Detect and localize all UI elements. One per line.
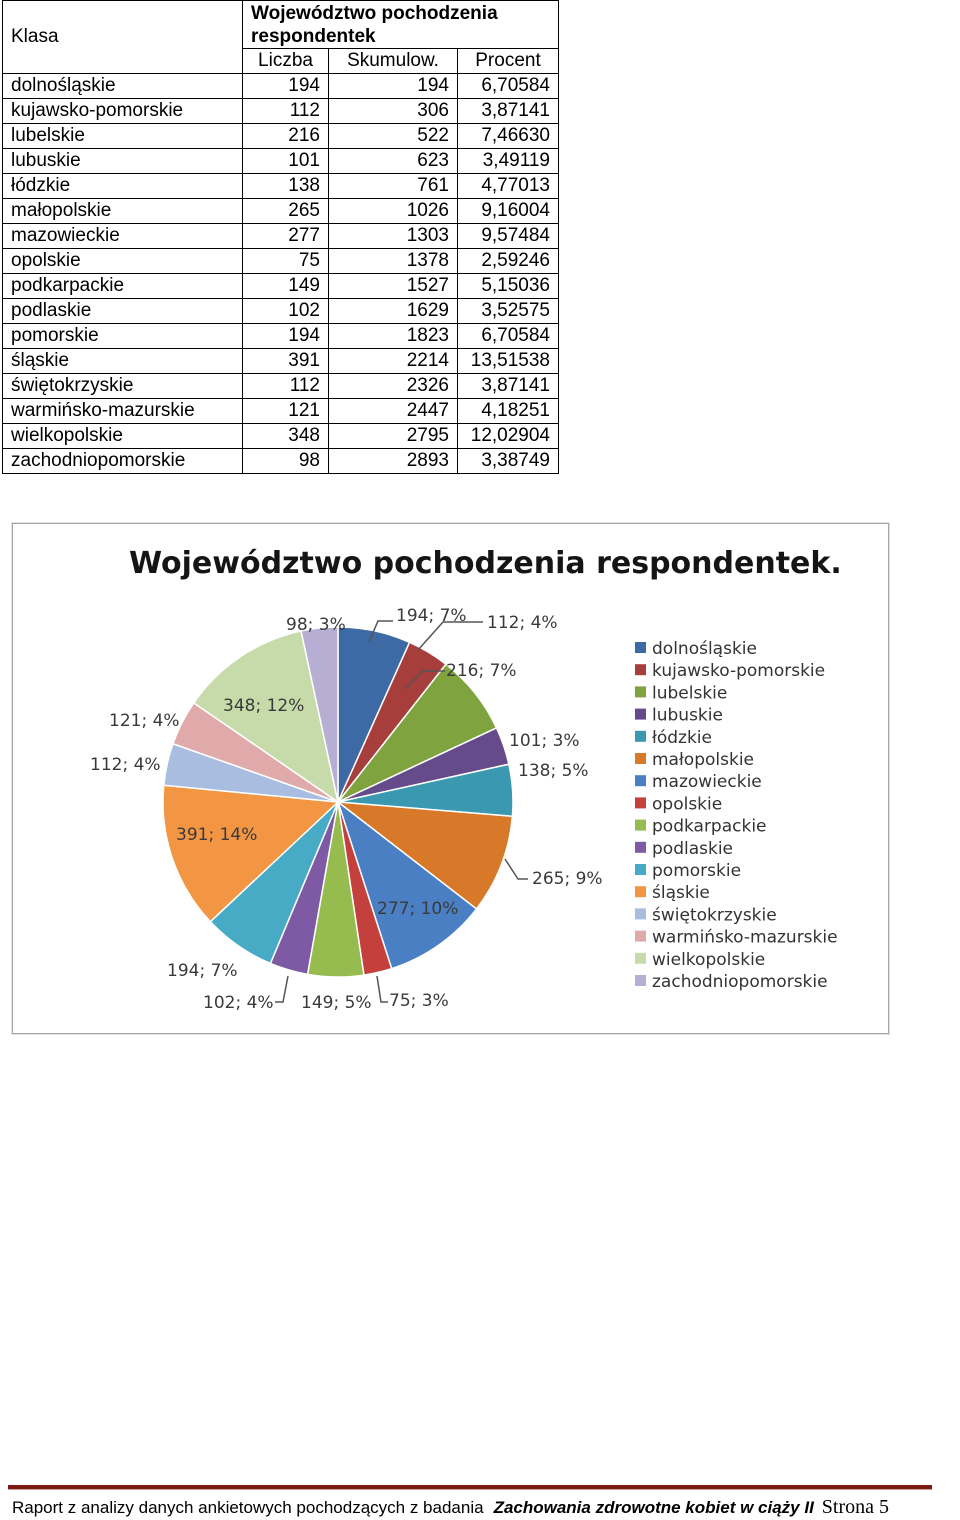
legend-label: świętokrzyskie [652,905,777,926]
cell-klasa: lubuskie [3,149,243,174]
cell-klasa: pomorskie [3,324,243,349]
pie-chart-svg [13,524,888,1033]
legend-swatch [635,953,646,964]
cell-liczba: 194 [243,324,329,349]
slice-data-label: 102; 4% [203,993,274,1013]
cell-procent: 2,59246 [458,249,559,274]
cell-skumulow: 1629 [329,299,458,324]
cell-liczba: 102 [243,299,329,324]
cell-skumulow: 1823 [329,324,458,349]
cell-klasa: śląskie [3,349,243,374]
cell-skumulow: 623 [329,149,458,174]
slice-data-label: 149; 5% [301,993,372,1013]
legend-label: wielkopolskie [652,949,766,970]
legend-label: podlaskie [652,838,734,859]
legend-label: podkarpackie [652,816,767,837]
legend-swatch [635,753,646,764]
cell-procent: 9,16004 [458,199,559,224]
slice-data-label: 391; 14% [176,825,258,845]
cell-skumulow: 2326 [329,374,458,399]
table-row [3,99,559,124]
slice-data-label: 112; 4% [487,613,558,633]
legend-label: mazowieckie [652,772,762,793]
legend-swatch [635,664,646,675]
footer-page-number: Strona 5 [821,1496,890,1518]
slice-data-label: 112; 4% [90,755,161,775]
cell-skumulow: 1026 [329,199,458,224]
slice-data-label: 194; 7% [167,961,238,981]
slice-data-label: 98; 3% [286,615,346,635]
table-row [3,74,559,99]
col-header-skumulow: Skumulow. [329,49,458,74]
cell-klasa: warmińsko-mazurskie [3,399,243,424]
cell-procent: 7,46630 [458,124,559,149]
legend-label: opolskie [652,794,723,815]
cell-procent: 13,51538 [458,349,559,374]
cell-procent: 12,02904 [458,424,559,449]
legend-swatch [635,642,646,653]
leader-line [505,859,528,879]
legend-swatch [635,731,646,742]
chart-title: Województwo pochodzenia respondentek. [129,546,842,581]
table-row [3,349,559,374]
cell-klasa: dolnośląskie [3,74,243,99]
slice-data-label: 277; 10% [377,899,459,919]
table-row [3,374,559,399]
cell-skumulow: 761 [329,174,458,199]
leader-line [377,976,388,1002]
legend-swatch [635,908,646,919]
cell-klasa: opolskie [3,249,243,274]
table-row [3,299,559,324]
cell-liczba: 265 [243,199,329,224]
slice-data-label: 75; 3% [389,991,449,1011]
table-row [3,399,559,424]
legend-swatch [635,820,646,831]
cell-procent: 3,49119 [458,149,559,174]
legend-label: lubuskie [652,705,723,726]
cell-skumulow: 2214 [329,349,458,374]
legend-swatch [635,775,646,786]
legend-label: zachodniopomorskie [652,972,828,992]
table-row [3,224,559,249]
legend-swatch [635,842,646,853]
legend-label: lubelskie [652,683,728,704]
leader-line [418,622,483,650]
table-row [3,174,559,199]
cell-skumulow: 2893 [329,449,458,474]
footer-report-text: Raport z analizy danych ankietowych pochodzących z badania [12,1498,484,1517]
cell-procent: 3,87141 [458,99,559,124]
cell-procent: 4,18251 [458,399,559,424]
table-row [3,124,559,149]
cell-liczba: 277 [243,224,329,249]
cell-procent: 5,15036 [458,274,559,299]
table-row [3,324,559,349]
klasa-header: Klasa [3,1,243,74]
cell-klasa: mazowieckie [3,224,243,249]
cell-liczba: 194 [243,74,329,99]
group-header: Województwo pochodzenia respondentek [243,1,559,49]
cell-liczba: 101 [243,149,329,174]
cell-skumulow: 2447 [329,399,458,424]
page-footer [12,1496,960,1519]
cell-procent: 3,38749 [458,449,559,474]
cell-procent: 4,77013 [458,174,559,199]
table-row [3,249,559,274]
cell-procent: 6,70584 [458,74,559,99]
legend-label: małopolskie [652,750,755,770]
cell-procent: 3,52575 [458,299,559,324]
cell-procent: 3,87141 [458,374,559,399]
cell-skumulow: 306 [329,99,458,124]
table-row [3,149,559,174]
cell-klasa: podlaskie [3,299,243,324]
cell-procent: 9,57484 [458,224,559,249]
cell-liczba: 348 [243,424,329,449]
legend-swatch [635,975,646,986]
cell-klasa: łódzkie [3,174,243,199]
table-header-row [3,1,559,49]
cell-skumulow: 194 [329,74,458,99]
cell-liczba: 121 [243,399,329,424]
cell-klasa: wielkopolskie [3,424,243,449]
cell-klasa: kujawsko-pomorskie [3,99,243,124]
cell-klasa: lubelskie [3,124,243,149]
cell-klasa: zachodniopomorskie [3,449,243,474]
cell-procent: 6,70584 [458,324,559,349]
cell-liczba: 112 [243,99,329,124]
table-row [3,424,559,449]
cell-skumulow: 522 [329,124,458,149]
legend-swatch [635,931,646,942]
cell-klasa: świętokrzyskie [3,374,243,399]
cell-liczba: 112 [243,374,329,399]
cell-liczba: 75 [243,249,329,274]
table-row [3,274,559,299]
legend-label: warmińsko-mazurskie [652,927,838,948]
slice-data-label: 216; 7% [446,661,517,681]
pie-chart [12,523,889,1034]
slice-data-label: 101; 3% [509,731,580,751]
cell-klasa: podkarpackie [3,274,243,299]
slice-data-label: 265; 9% [532,869,603,889]
legend-label: łódzkie [652,727,712,748]
cell-skumulow: 1527 [329,274,458,299]
cell-skumulow: 2795 [329,424,458,449]
cell-skumulow: 1378 [329,249,458,274]
legend-swatch [635,709,646,720]
leader-line [275,976,288,1002]
legend-label: kujawsko-pomorskie [652,661,826,682]
legend-label: śląskie [652,883,710,904]
cell-liczba: 391 [243,349,329,374]
chart-legend [635,639,838,992]
footer-divider [8,1485,932,1490]
slice-data-label: 348; 12% [223,696,305,716]
table-row [3,199,559,224]
cell-liczba: 138 [243,174,329,199]
table-row [3,449,559,474]
cell-liczba: 216 [243,124,329,149]
col-header-procent: Procent [458,49,559,74]
slice-data-label: 121; 4% [109,711,180,731]
legend-swatch [635,686,646,697]
legend-swatch [635,886,646,897]
legend-label: dolnośląskie [652,639,757,659]
slice-data-label: 194; 7% [396,606,467,626]
legend-swatch [635,797,646,808]
col-header-liczba: Liczba [243,49,329,74]
cell-liczba: 98 [243,449,329,474]
cell-klasa: małopolskie [3,199,243,224]
legend-label: pomorskie [652,861,742,881]
cell-skumulow: 1303 [329,224,458,249]
slice-data-label: 138; 5% [518,761,589,781]
footer-study-title: Zachowania zdrowotne kobiet w ciąży II [493,1498,814,1517]
cell-liczba: 149 [243,274,329,299]
frequency-table [2,0,559,474]
legend-swatch [635,864,646,875]
